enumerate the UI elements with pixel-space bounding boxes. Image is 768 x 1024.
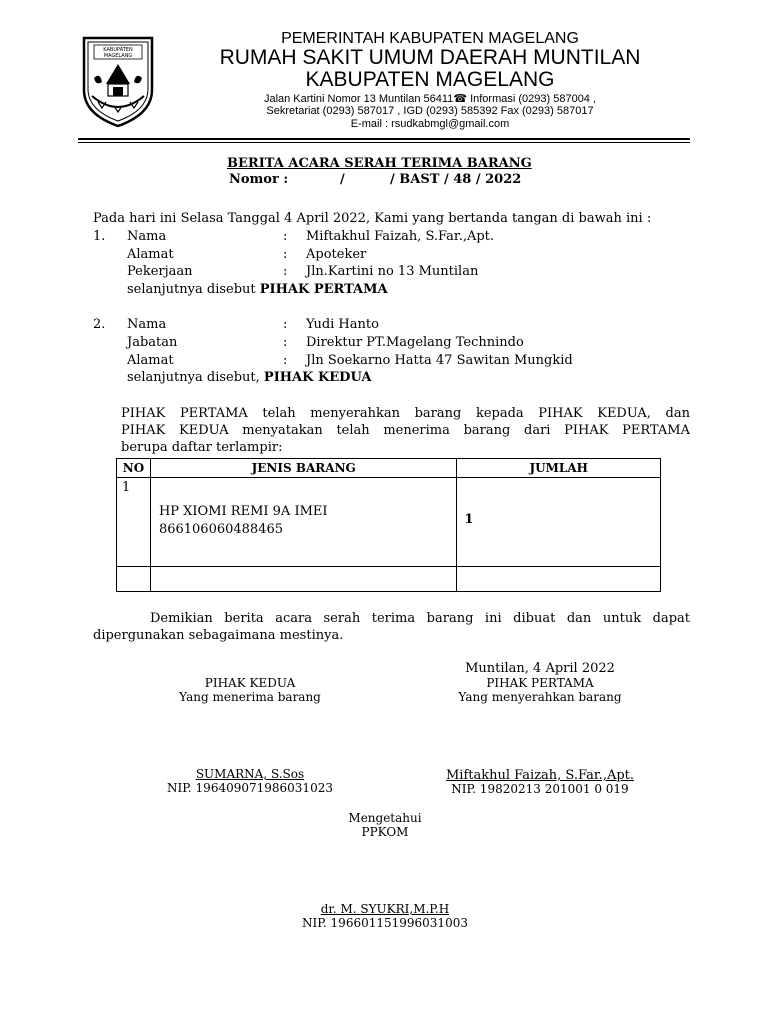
header-hospital-name: RUMAH SAKIT UMUM DAERAH MUNTILAN: [219, 46, 641, 69]
col-header-no: NO: [117, 459, 151, 478]
col-header-qty: JUMLAH: [457, 459, 661, 478]
logo-text-kabupaten: KABUPATEN: [103, 47, 133, 53]
document-number-label: Nomor :: [229, 172, 289, 187]
left-signatory-role: Yang menerima barang: [179, 690, 321, 704]
party2-value-position: Direktur PT.Magelang Technindo: [306, 335, 524, 350]
left-signatory-title: PIHAK KEDUA: [204, 676, 296, 690]
header-street-address: Jalan Kartini Nomor 13 Muntilan 56411: [263, 93, 454, 105]
right-signatory-nip: NIP. 19820213 201001 0 019: [451, 782, 629, 796]
party2-designation-role: PIHAK KEDUA: [263, 370, 372, 385]
party1-designation-role: PIHAK PERTAMA: [259, 282, 388, 297]
right-signatory-role: Yang menyerahkan barang: [458, 690, 622, 704]
party1-label-job: Pekerjaan: [127, 264, 193, 279]
header-info-phone: Informasi (0293) 587004 ,: [470, 93, 597, 105]
left-signatory-name: SUMARNA, S.Sos: [195, 767, 305, 781]
header-address-line2: Sekretariat (0293) 587017 , IGD (0293) 585392 Fax (0293) 587017: [266, 105, 594, 117]
acknowledged-nip: NIP. 196601151996031003: [302, 916, 468, 930]
closing-line1: Demikian berita acara serah terima barang ini dibuat dan untuk dapat: [150, 611, 690, 626]
party1-colon-job: :: [283, 264, 288, 279]
party1-value-job: Jln.Kartini no 13 Muntilan: [306, 264, 479, 279]
party2-designation: [127, 369, 371, 386]
document-title: BERITA ACARA SERAH TERIMA BARANG: [227, 156, 532, 171]
cell-item: [150, 478, 456, 567]
cell-qty: 1: [457, 478, 661, 567]
statement-line1: PIHAK PERTAMA telah menyerahkan barang kepada PIHAK KEDUA, dan: [121, 406, 690, 421]
table-header-row: [117, 459, 661, 478]
intro-text: Pada hari ini Selasa Tanggal 4 April 2022, Kami yang bertanda tangan di bawah ini :: [93, 211, 652, 226]
telephone-icon: ☎: [453, 93, 468, 105]
header-rule-thin: [78, 142, 690, 143]
document-number-value: / / BAST / 48 / 2022: [340, 172, 522, 187]
party2-label-name: Nama: [127, 317, 167, 332]
acknowledged-role: PPKOM: [361, 825, 409, 839]
party2-designation-prefix: selanjutnya disebut,: [127, 370, 260, 385]
party2-value-address: Jln Soekarno Hatta 47 Sawitan Mungkid: [306, 353, 573, 368]
acknowledged-title: Mengetahui: [348, 811, 422, 825]
cell-qty-empty: [457, 567, 661, 592]
party1-label-address: Alamat: [127, 247, 174, 262]
party2-colon-position: :: [283, 335, 288, 350]
party2-number: 2.: [93, 317, 106, 332]
logo-text-magelang: MAGELANG: [103, 53, 133, 59]
table-row: [117, 478, 661, 567]
header-rule-thick: [78, 138, 690, 140]
left-signatory-nip: NIP. 196409071986031023: [167, 781, 333, 795]
regency-logo: [78, 34, 158, 130]
party2-label-position: Jabatan: [127, 335, 178, 350]
party1-value-name: Miftakhul Faizah, S.Far.,Apt.: [306, 229, 495, 244]
party1-designation-prefix: selanjutnya disebut: [127, 282, 256, 297]
party1-number: 1.: [93, 229, 106, 244]
acknowledged-name: dr. M. SYUKRI,M.P.H: [320, 902, 450, 916]
header-email: E-mail : rsudkabmgl@gmail.com: [350, 118, 510, 130]
party1-label-name: Nama: [127, 229, 167, 244]
party2-label-address: Alamat: [127, 353, 174, 368]
party2-colon-address: :: [283, 353, 288, 368]
cell-item-empty: [150, 567, 456, 592]
party2-value-name: Yudi Hanto: [306, 317, 379, 332]
party1-colon-address: :: [283, 247, 288, 262]
statement-line3: berupa daftar terlampir:: [121, 440, 283, 455]
header-government: PEMERINTAH KABUPATEN MAGELANG: [281, 30, 579, 47]
party1-designation: [127, 281, 388, 298]
party1-value-address: Apoteker: [306, 247, 367, 262]
place-date: Muntilan, 4 April 2022: [465, 661, 615, 676]
statement-line2: PIHAK KEDUA menyatakan telah menerima barang dari PIHAK PERTAMA: [121, 423, 690, 438]
right-signatory-title: PIHAK PERTAMA: [486, 676, 594, 690]
header-regency: KABUPATEN MAGELANG: [305, 68, 555, 91]
right-signatory-name: Miftakhul Faizah, S.Far.,Apt.: [445, 768, 635, 783]
cell-no: 1: [117, 478, 151, 567]
header-address-line1: [160, 92, 700, 105]
closing-line2: dipergunakan sebagaimana mestinya.: [93, 628, 344, 643]
items-table: [116, 458, 661, 592]
cell-no-empty: [117, 567, 151, 592]
cell-item-line2: 866106060488465: [158, 522, 284, 537]
party1-colon-name: :: [283, 229, 288, 244]
col-header-item: JENIS BARANG: [150, 459, 456, 478]
table-row-empty: [117, 567, 661, 592]
party2-colon-name: :: [283, 317, 288, 332]
cell-item-line1: HP XIOMI REMI 9A IMEI: [158, 504, 328, 519]
